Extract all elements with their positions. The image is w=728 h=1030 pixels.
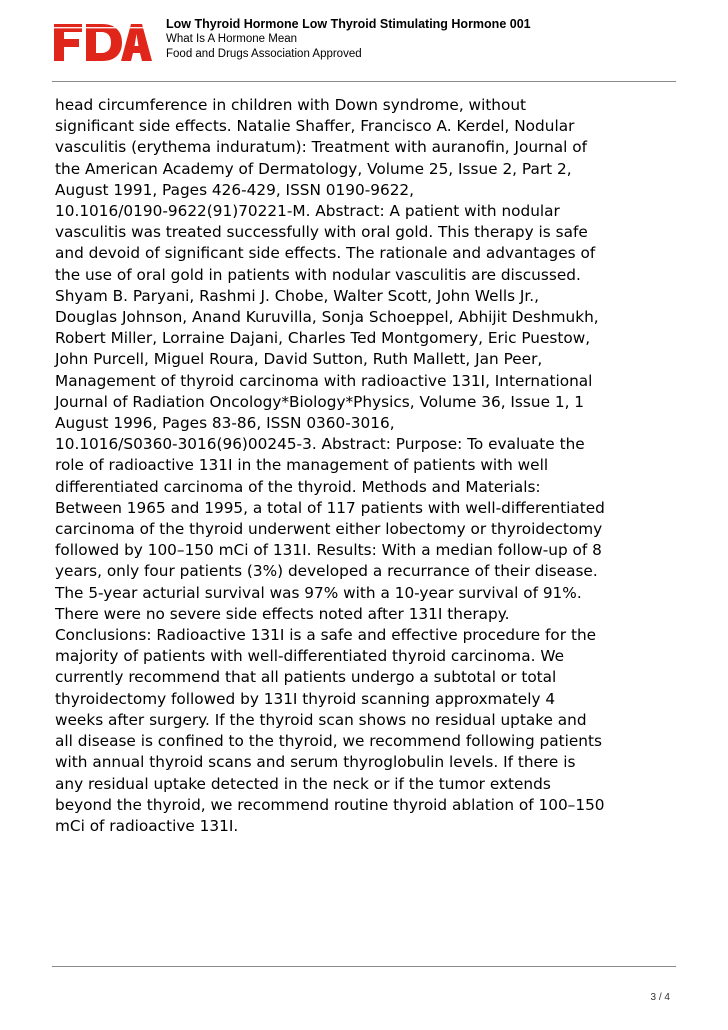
fda-logo-icon bbox=[52, 20, 152, 64]
header-divider bbox=[52, 81, 676, 82]
page-number: 3 / 4 bbox=[650, 992, 670, 1003]
footer-divider bbox=[52, 966, 676, 967]
page-header bbox=[0, 0, 728, 80]
header-text-block bbox=[166, 16, 531, 62]
document-subtitle: What Is A Hormone Mean bbox=[166, 33, 298, 45]
document-title: Low Thyroid Hormone Low Thyroid Stimulating Hormone 001 bbox=[166, 17, 531, 31]
body-paragraph: head circumference in children with Down syndrome, without significant side effects. Natalie Shaffer, Francisco A. Kerdel, Nodular vasculitis (erythema induratum): Treatment with auranofin, Journal of the American Academy of Dermatology, Volume 25, Issue 2, Part 2, August 1991, Pages 426-429, ISSN 0190-9622, 10.1016/0190-9622(91)70221-M. Abstract: A patient with nodular vasculitis was treated successfully with oral gold. This therapy is safe and devoid of significant side effects. The rationale and advantages of the use of oral gold in patients with nodular vasculitis are discussed. Shyam B. Paryani, Rashmi J. Chobe, Walter Scott, John Wells Jr., Douglas Johnson, Anand Kuruvilla, Sonja Schoeppel, Abhijit Deshmukh, Robert Miller, Lorraine Dajani, Charles Ted Montgomery, Eric Puestow, John Purcell, Miguel Roura, David Sutton, Ruth Mallett, Jan Peer, Management of thyroid carcinoma with radioactive 131I, International Journal of Radiation Oncology*Biology*Physics, Volume 36, Issue 1, 1 August 1996, Pages 83-86, ISSN 0360-3016, 10.1016/S0360-3016(96)00245-3. Abstract: Purpose: To evaluate the role of radioactive 131I in the management of patients with well differentiated carcinoma of the thyroid. Methods and Materials: Between 1965 and 1995, a total of 117 patients with well-differentiated carcinoma of the thyroid underwent either lobectomy or thyroidectomy followed by 100–150 mCi of 131I. Results: With a median follow-up of 8 years, only four patients (3%) developed a recurrance of their disease. The 5-year acturial survival was 97% with a 10-year survival of 91%. There were no severe side effects noted after 131I therapy. Conclusions: Radioactive 131I is a safe and effective procedure for the majority of patients with well-differentiated thyroid carcinoma. We currently recommend that all patients undergo a subtotal or total thyroidectomy followed by 131I thyroid scanning approxmately 4 weeks after surgery. If the thyroid scan shows no residual uptake and all disease is confined to the thyroid, we recommend following patients with annual thyroid scans and serum thyroglobulin levels. If there is any residual uptake detected in the neck or if the tumor extends beyond the thyroid, we recommend routine thyroid ablation of 100–150 mCi of radioactive 131I. bbox=[55, 96, 605, 835]
document-approval-line: Food and Drugs Association Approved bbox=[166, 48, 362, 60]
